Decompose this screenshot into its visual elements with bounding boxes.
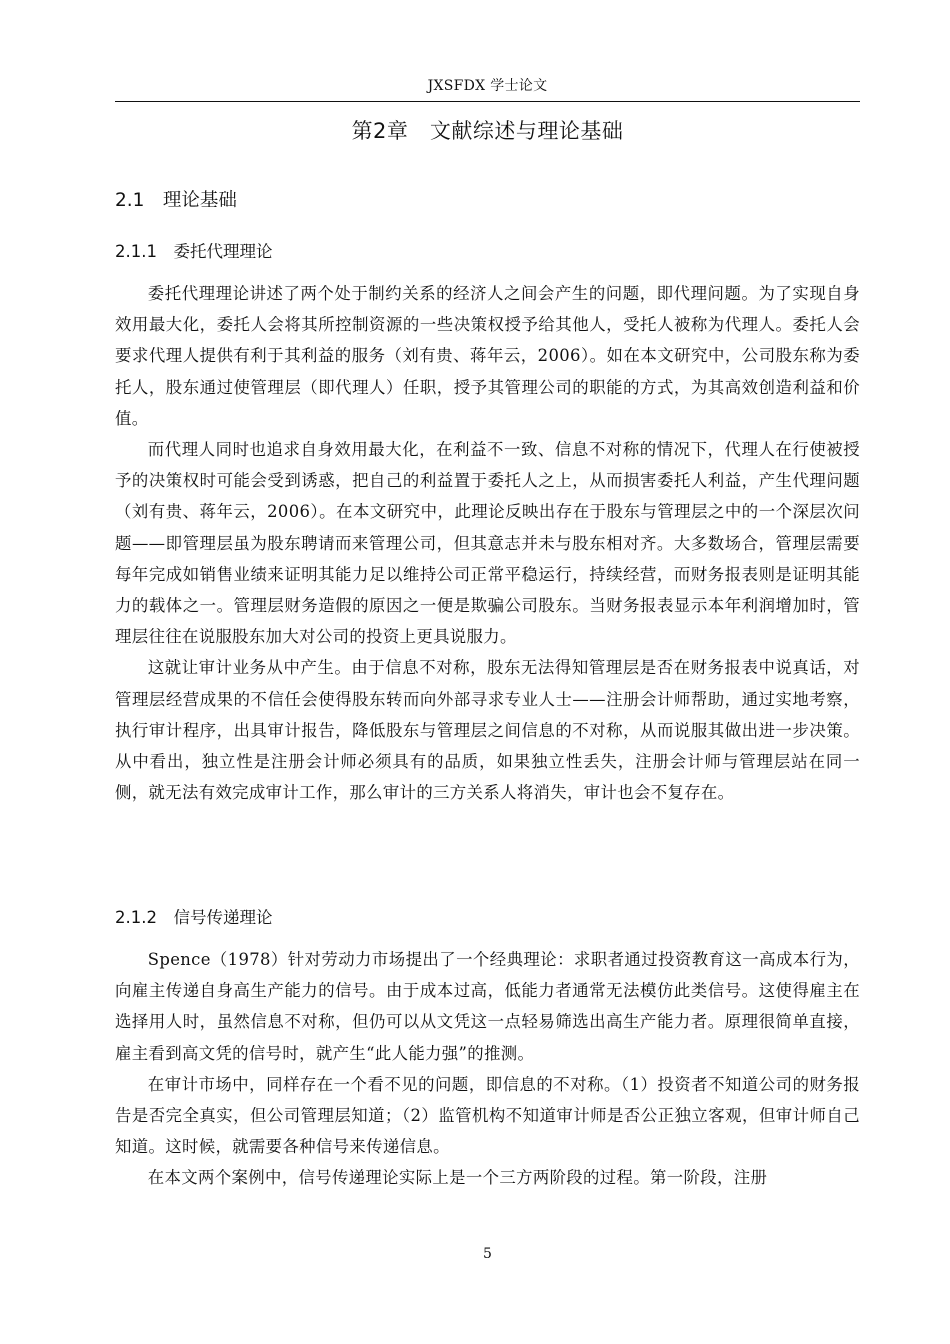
- paragraph: 委托代理理论讲述了两个处于制约关系的经济人之间会产生的问题，即代理问题。为了实现自身效用最大化，委托人会将其所控制资源的一些决策权授予给其他人，受托人被称为代理人。委托人会要求代理人提供有利于其利益的服务（刘有贵、蒋年云，2006）。如在本文研究中，公司股东称为委托人，股东通过使管理层（即代理人）任职，授予其管理公司的职能的方式，为其高效创造利益和价值。: [115, 284, 860, 428]
- header-rule: [115, 101, 860, 102]
- chapter-title: 第2章 文献综述与理论基础: [351, 119, 624, 143]
- paragraph: Spence（1978）针对劳动力市场提出了一个经典理论：求职者通过投资教育这一高成本行为，向雇主传递自身高生产能力的信号。由于成本过高，低能力者通常无法模仿此类信号。这使得雇主在选择用人时，虽然信息不对称，但仍可以从文凭这一点轻易筛选出高生产能力者。原理很简单直接，雇主看到高文凭的信号时，就产生“此人能力强”的推测。: [115, 950, 860, 1063]
- paragraph: 在审计市场中，同样存在一个看不见的问题，即信息的不对称。（1）投资者不知道公司的财务报告是否完全真实，但公司管理层知道；（2）监管机构不知道审计师是否公正独立客观，但审计师自己知道。这时候，就需要各种信号来传递信息。: [115, 1074, 860, 1157]
- section-heading-2-1: 2.1 理论基础: [115, 190, 237, 211]
- paragraph: 在本文两个案例中，信号传递理论实际上是一个三方两阶段的过程。第一阶段，注册: [147, 1168, 768, 1188]
- paragraph: 而代理人同时也追求自身效用最大化，在利益不一致、信息不对称的情况下，代理人在行使被授予的决策权时可能会受到诱惑，把自己的利益置于委托人之上，从而损害委托人利益，产生代理问题（刘有贵、蒋年云，2006）。在本文研究中，此理论反映出存在于股东与管理层之中的一个深层次问题——即管理层虽为股东聘请而来管理公司，但其意志并未与股东相对齐。大多数场合，管理层需要每年完成如销售业绩来证明其能力足以维持公司正常平稳运行，持续经营，而财务报表则是证明其能力的载体之一。管理层财务造假的原因之一便是欺骗公司股东。当财务报表显示本年利润增加时，管理层往往在说服股东加大对公司的投资上更具说服力。: [115, 440, 860, 647]
- subsection-heading-2-1-2: 2.1.2 信号传递理论: [115, 908, 273, 927]
- paragraph: 这就让审计业务从中产生。由于信息不对称，股东无法得知管理层是否在财务报表中说真话，对管理层经营成果的不信任会使得股东转而向外部寻求专业人士——注册会计师帮助，通过实地考察，执行审计程序，出具审计报告，降低股东与管理层之间信息的不对称，从而说服其做出进一步决策。从中看出，独立性是注册会计师必须具有的品质，如果独立性丢失，注册会计师与管理层站在同一侧，就无法有效完成审计工作，那么审计的三方关系人将消失，审计也会不复存在。: [115, 658, 860, 803]
- running-header: JXSFDX 学士论文: [427, 78, 548, 94]
- page-number: 5: [483, 1246, 492, 1262]
- subsection-heading-2-1-1: 2.1.1 委托代理理论: [115, 242, 273, 261]
- section-2-1-1-body: [115, 278, 860, 808]
- section-2-1-2-body: [115, 944, 860, 1194]
